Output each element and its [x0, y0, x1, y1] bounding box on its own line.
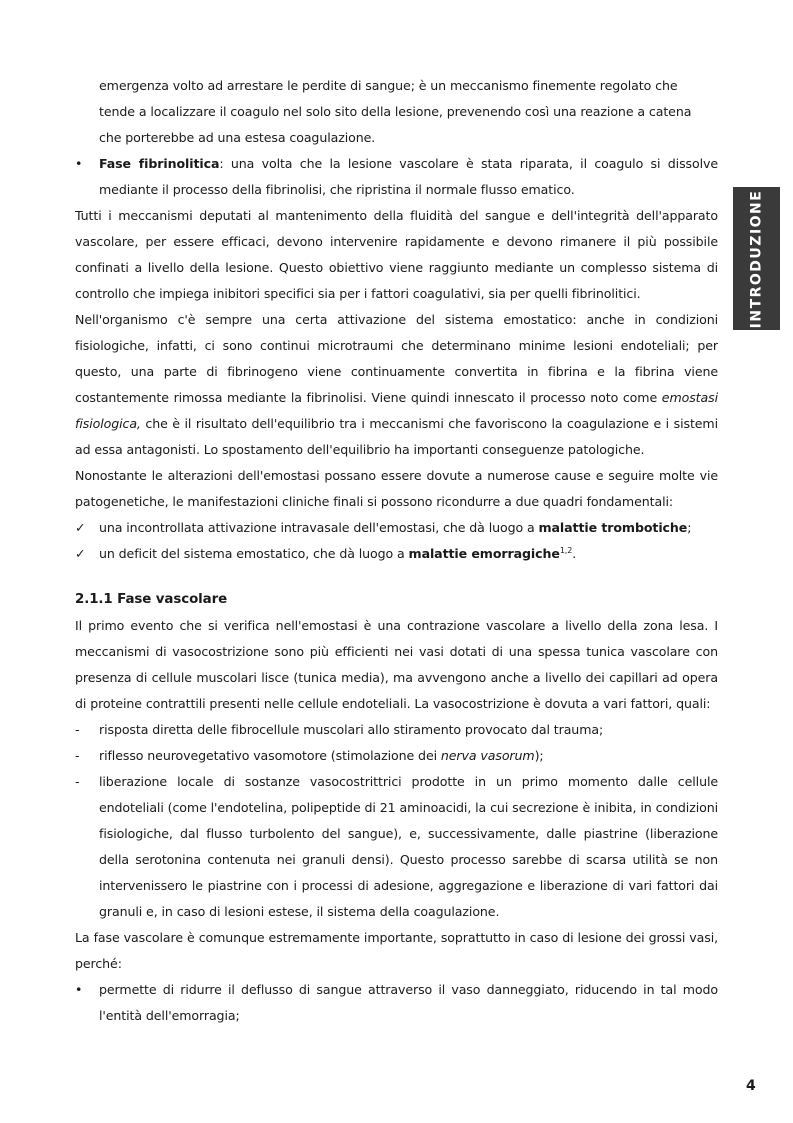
continued-line: tende a localizzare il coagulo nel solo sito della lesione, prevenendo così una reazione a catena: [99, 104, 692, 119]
section-tab: [733, 187, 780, 330]
paragraph: [75, 307, 718, 463]
bullet-item-fibrinolitica: [75, 151, 718, 203]
dash-marker: -: [75, 748, 80, 763]
paragraph: Tutti i meccanismi deputati al mantenimento della fluidità del sangue e dell'integrità dell'apparato vascolare, per essere efficaci, devono intervenire rapidamente e devono rimanere il più possibile confinati a livello della lesione. Questo obiettivo viene raggiunto mediante un complesso sistema di controllo che impiega inibitori specifici sia per i fattori coagulativi, sia per quelli fibrinolitici.: [75, 208, 718, 301]
text-run: liberazione locale di sostanze vasocostrittrici prodotte in un primo momento dalle cellule endoteliali (come l'endotelina, polipeptide di 21 aminoacidi, la cui secrezione è inibita, in condizioni fisiologiche, dal flusso turbolento del sangue), e, successivamente, dalle piastrine (liberazione della serotonina contenuta nei granuli densi). Questo processo sarebbe di scarsa utilità se non intervenissero le piastrine con i processi di adesione, aggregazione e liberazione di vari fattori dai granuli e, in caso di lesioni estese, il sistema della coagulazione.: [99, 774, 718, 919]
text-run: Nell'organismo c'è sempre una certa attivazione del sistema emostatico: anche in condizioni fisiologiche, infatti, ci sono continui microtraumi che determinano minime lesioni endoteliali; per questo, una parte di fibrinogeno viene continuamente convertita in fibrina e la fibrina viene costantemente rimossa mediante la fibrinolisi. Viene quindi innescato il processo noto come: [75, 312, 718, 405]
citation-superscript: 1,2: [559, 545, 573, 555]
check-item-trombotiche: [75, 515, 718, 541]
bold-term: malattie trombotiche: [538, 520, 688, 535]
text-run: ;: [687, 520, 692, 535]
text-run: risposta diretta delle fibrocellule muscolari allo stiramento provocato dal trauma;: [99, 722, 604, 737]
dash-item: [75, 743, 718, 769]
dash-item: [75, 769, 718, 925]
emphasis-text: emostasi fisiologica,: [75, 390, 718, 431]
bullet-marker: •: [75, 982, 83, 997]
text-run: un deficit del sistema emostatico, che dà luogo a: [99, 546, 409, 561]
text-run: permette di ridurre il deflusso di sangue attraverso il vaso danneggiato, riducendo in tal modo l'entità dell'emorragia;: [99, 982, 718, 1023]
bullet-text: : una volta che la lesione vascolare è stata riparata, il coagulo si dissolve mediante il processo della fibrinolisi, che ripristina il normale flusso ematico.: [99, 156, 718, 197]
paragraph: La fase vascolare è comunque estremamente importante, soprattutto in caso di lesione dei grossi vasi, perché:: [75, 930, 718, 971]
text-run: .: [572, 546, 577, 561]
text-run: riflesso neurovegetativo vasomotore (stimolazione dei: [99, 748, 441, 763]
page-content: [75, 73, 718, 1029]
text-run: una incontrollata attivazione intravasale dell'emostasi, che dà luogo a: [99, 520, 539, 535]
bullet-term: Fase fibrinolitica: [99, 156, 220, 171]
text-run: );: [534, 748, 544, 763]
page-number: 4: [746, 1078, 756, 1094]
bullet-marker: •: [75, 156, 83, 171]
dash-marker: -: [75, 722, 80, 737]
section-heading: 2.1.1 Fase vascolare: [75, 592, 228, 607]
bold-term: malattie emorragiche: [408, 546, 560, 561]
continued-line: emergenza volto ad arrestare le perdite di sangue; è un meccanismo finemente regolato che: [99, 78, 678, 93]
bullet-item: [75, 977, 718, 1029]
text-run: che è il risultato dell'equilibrio tra i meccanismi che favoriscono la coagulazione e i sistemi ad essa antagonisti. Lo spostamento dell'equilibrio ha importanti conseguenze patologiche.: [75, 416, 718, 457]
paragraph: Il primo evento che si verifica nell'emostasi è una contrazione vascolare a livello della zona lesa. I meccanismi di vasocostrizione sono più efficienti nei vasi dotati di una spessa tunica vascolare con presenza di cellule muscolari lisce (tunica media), ma avvengono anche a livello dei capillari ad opera di proteine contrattili presenti nelle cellule endoteliali. La vasocostrizione è dovuta a vari fattori, quali:: [75, 618, 718, 711]
dash-marker: -: [75, 774, 80, 789]
paragraph: Nonostante le alterazioni dell'emostasi possano essere dovute a numerose cause e seguire molte vie patogenetiche, le manifestazioni cliniche finali si possono ricondurre a due quadri fondamentali:: [75, 468, 718, 509]
check-item-emorragiche: [75, 541, 718, 567]
dash-item: [75, 717, 718, 743]
check-icon: ✓: [75, 520, 86, 535]
emphasis-text: nerva vasorum: [440, 748, 535, 763]
check-icon: ✓: [75, 546, 86, 561]
section-tab-label: INTRODUZIONE: [748, 189, 765, 328]
continued-line: che porterebbe ad una estesa coagulazione.: [99, 130, 376, 145]
